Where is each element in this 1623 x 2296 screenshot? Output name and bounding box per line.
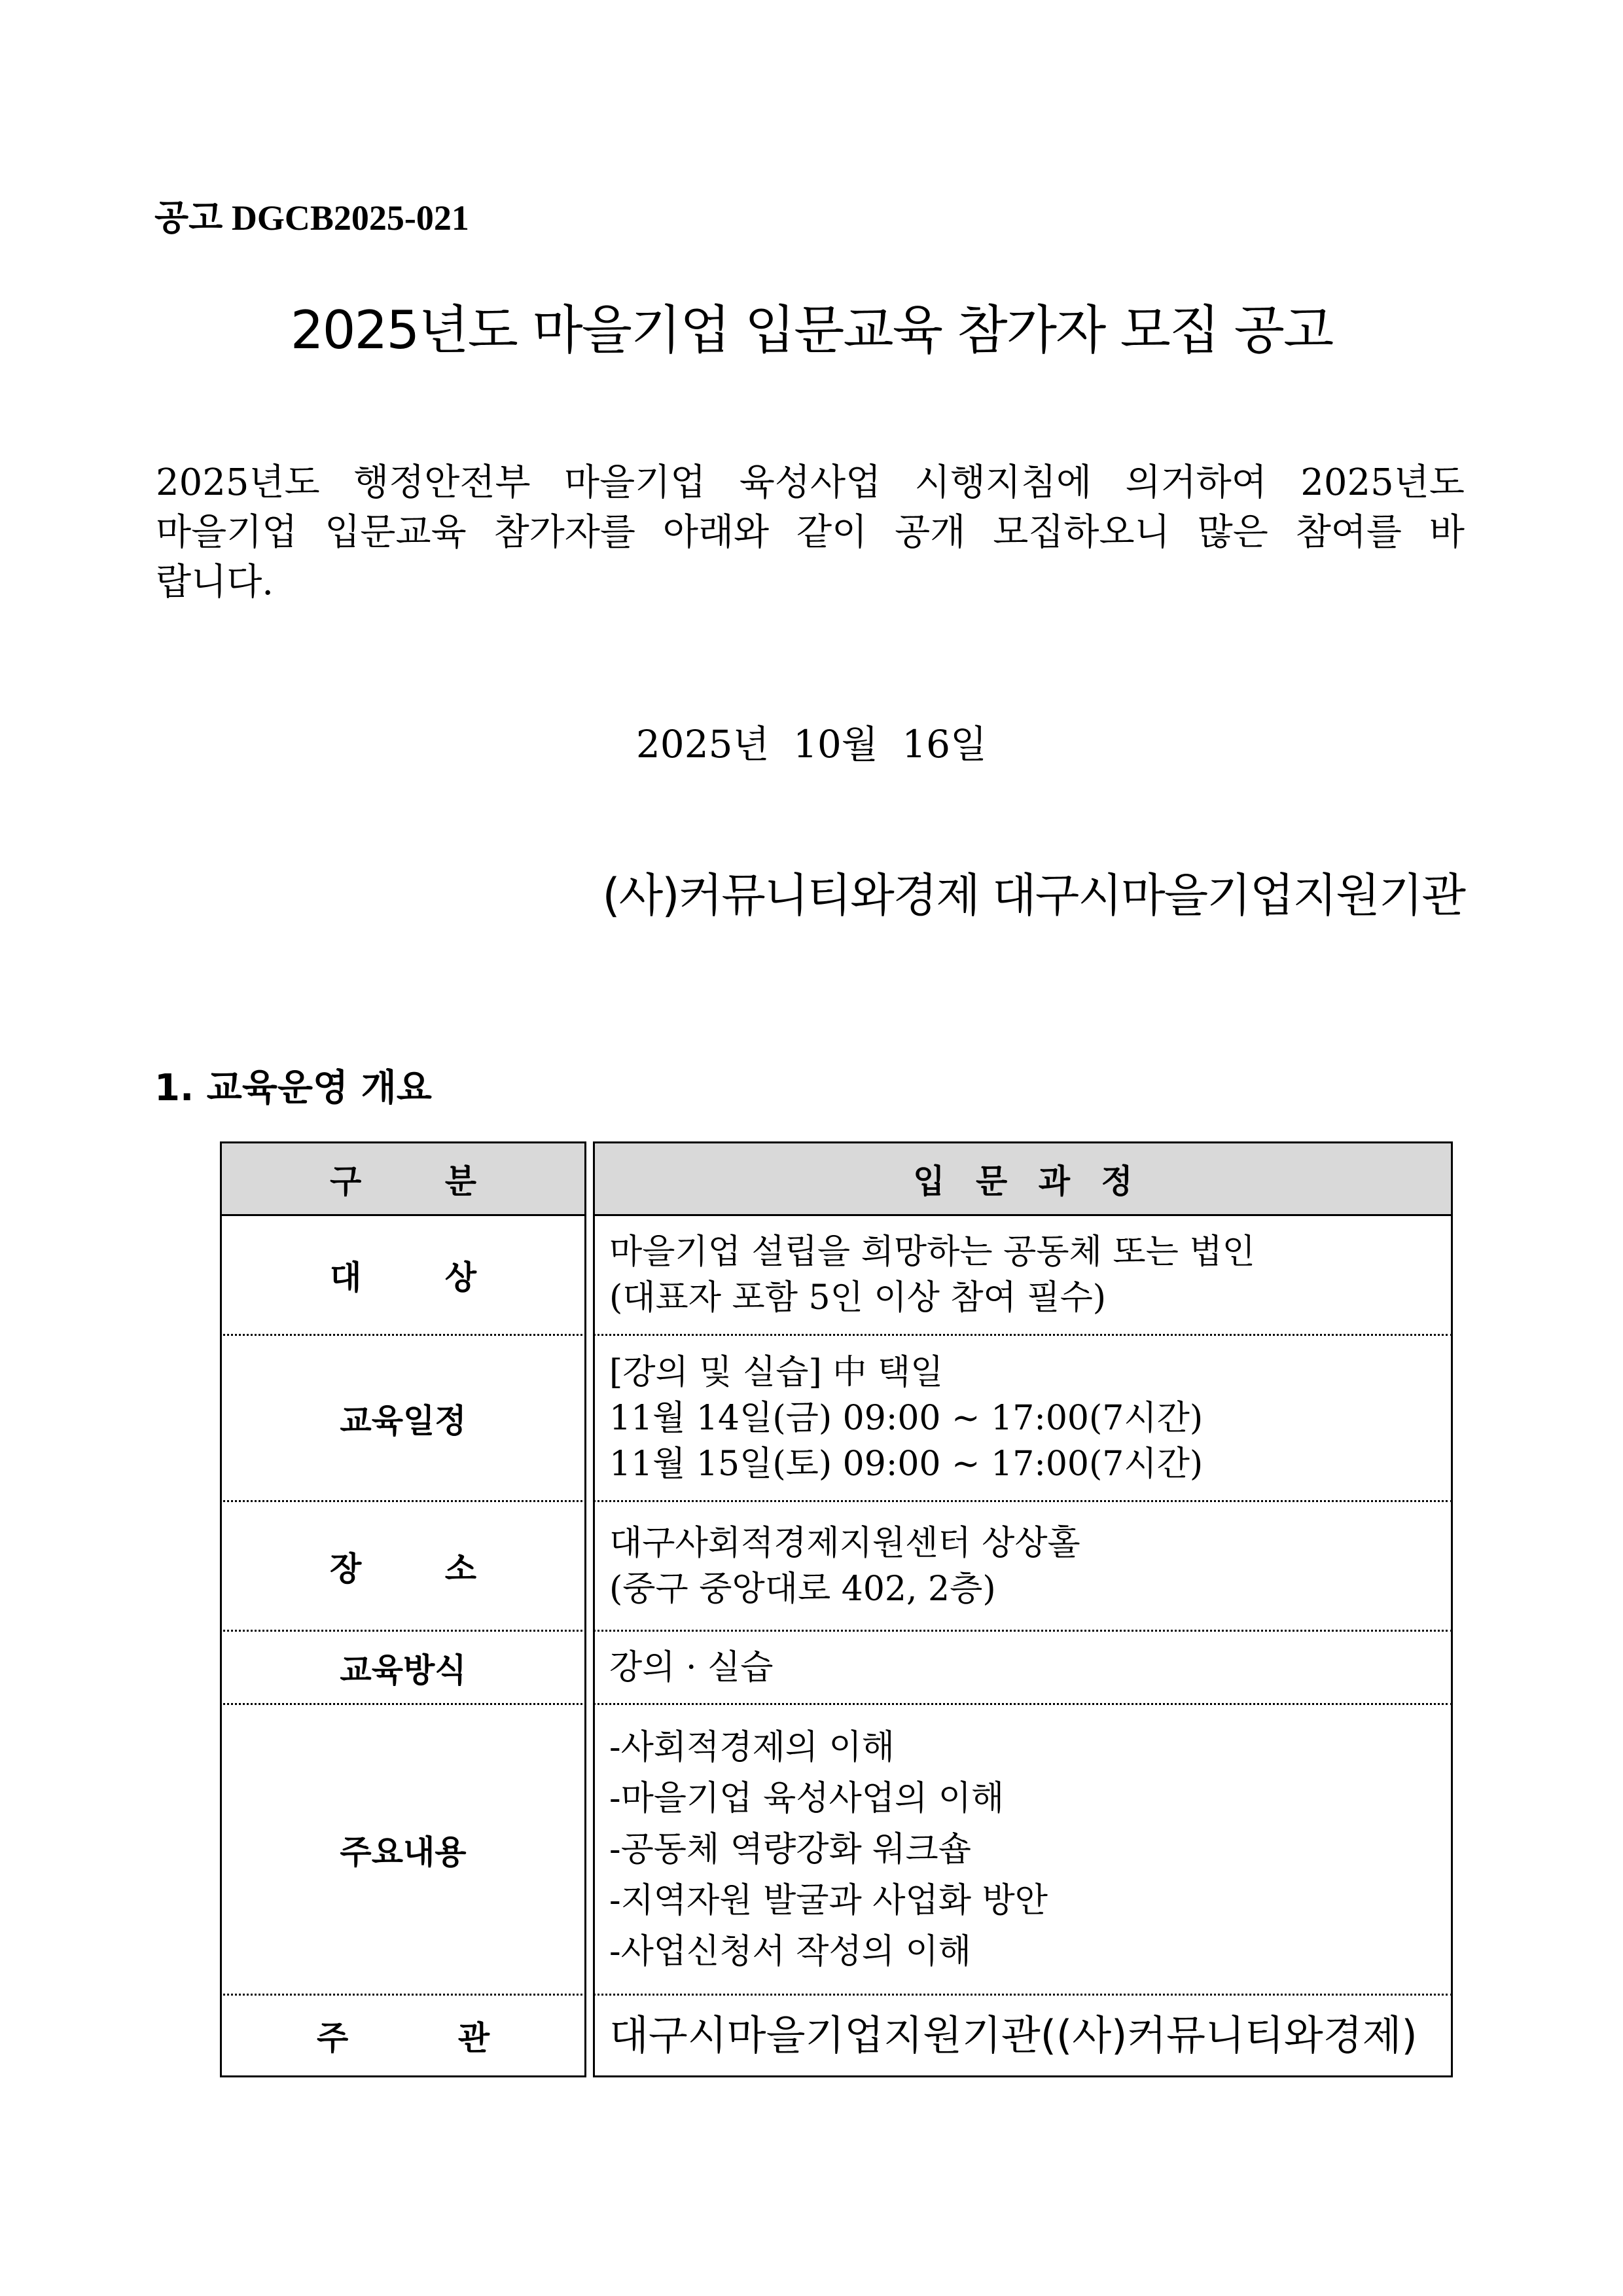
intro-line: 2025년도 행정안전부 마을기업 육성사업 시행지침에 의거하여 2025년도 [156,461,1465,504]
value-line: -공동체 역량강화 워크숍 [609,1829,971,1869]
row-label-method: 교육방식 [220,1630,586,1703]
value-line: -지역자원 발굴과 사업화 방안 [609,1880,1048,1920]
row-label-content: 주요내용 [220,1703,586,1994]
row-label-location: 장 소 [220,1500,586,1630]
section-heading: 1. 교육운영 개요 [154,1067,432,1109]
row-label-schedule: 교육일정 [220,1334,586,1500]
value-line: -마을기업 육성사업의 이해 [609,1778,1005,1818]
value-line: (대표자 포함 5인 이상 참여 필수) [609,1278,1107,1318]
intro-paragraph [156,458,1465,607]
value-line: 대구시마을기업지원기관((사)커뮤니티와경제) [609,2011,1418,2059]
value-line: -사회적경제의 이해 [609,1727,895,1767]
row-value-method [593,1630,1453,1703]
table-row [220,1703,1453,1994]
intro-line: 마을기업 입문교육 참가자를 아래와 같이 공개 모집하오니 많은 참여를 바 [156,511,1465,554]
header-course: 입 문 과 정 [593,1141,1453,1216]
table-row [220,1334,1453,1500]
row-value-host [593,1994,1453,2077]
value-line: 11월 15일(토) 09:00 ~ 17:00(7시간) [609,1444,1204,1484]
value-line: 강의 · 실습 [609,1647,774,1687]
notice-number: 공고 DGCB2025-021 [154,198,469,238]
value-line: 대구사회적경제지원센터 상상홀 [609,1523,1080,1563]
value-line: [강의 및 실습] 中 택일 [609,1352,944,1392]
row-value-content [593,1703,1453,1994]
page-title: 2025년도 마을기업 입문교육 참가자 모집 공고 [290,300,1333,361]
table-row [220,1216,1453,1334]
value-line: (중구 중앙대로 402, 2층) [609,1569,996,1609]
value-line: -사업신청서 작성의 이해 [609,1931,971,1971]
row-label-target: 대 상 [220,1216,586,1334]
value-line: 마을기업 설립을 희망하는 공동체 또는 법인 [609,1232,1255,1272]
row-label-host: 주 관 [220,1994,586,2077]
header-category: 구 분 [220,1141,586,1216]
table-header-row [220,1141,1453,1216]
notice-date: 2025년 10월 16일 [635,722,988,766]
table-row [220,1994,1453,2077]
overview-table [220,1141,1453,2077]
row-value-target [593,1216,1453,1334]
row-value-location [593,1500,1453,1630]
table-row [220,1500,1453,1630]
intro-line: 랍니다. [156,561,274,603]
value-line: 11월 14일(금) 09:00 ~ 17:00(7시간) [609,1398,1204,1438]
table-row [220,1630,1453,1703]
row-value-schedule [593,1334,1453,1500]
issuing-organization: (사)커뮤니티와경제 대구시마을기업지원기관 [602,869,1465,922]
